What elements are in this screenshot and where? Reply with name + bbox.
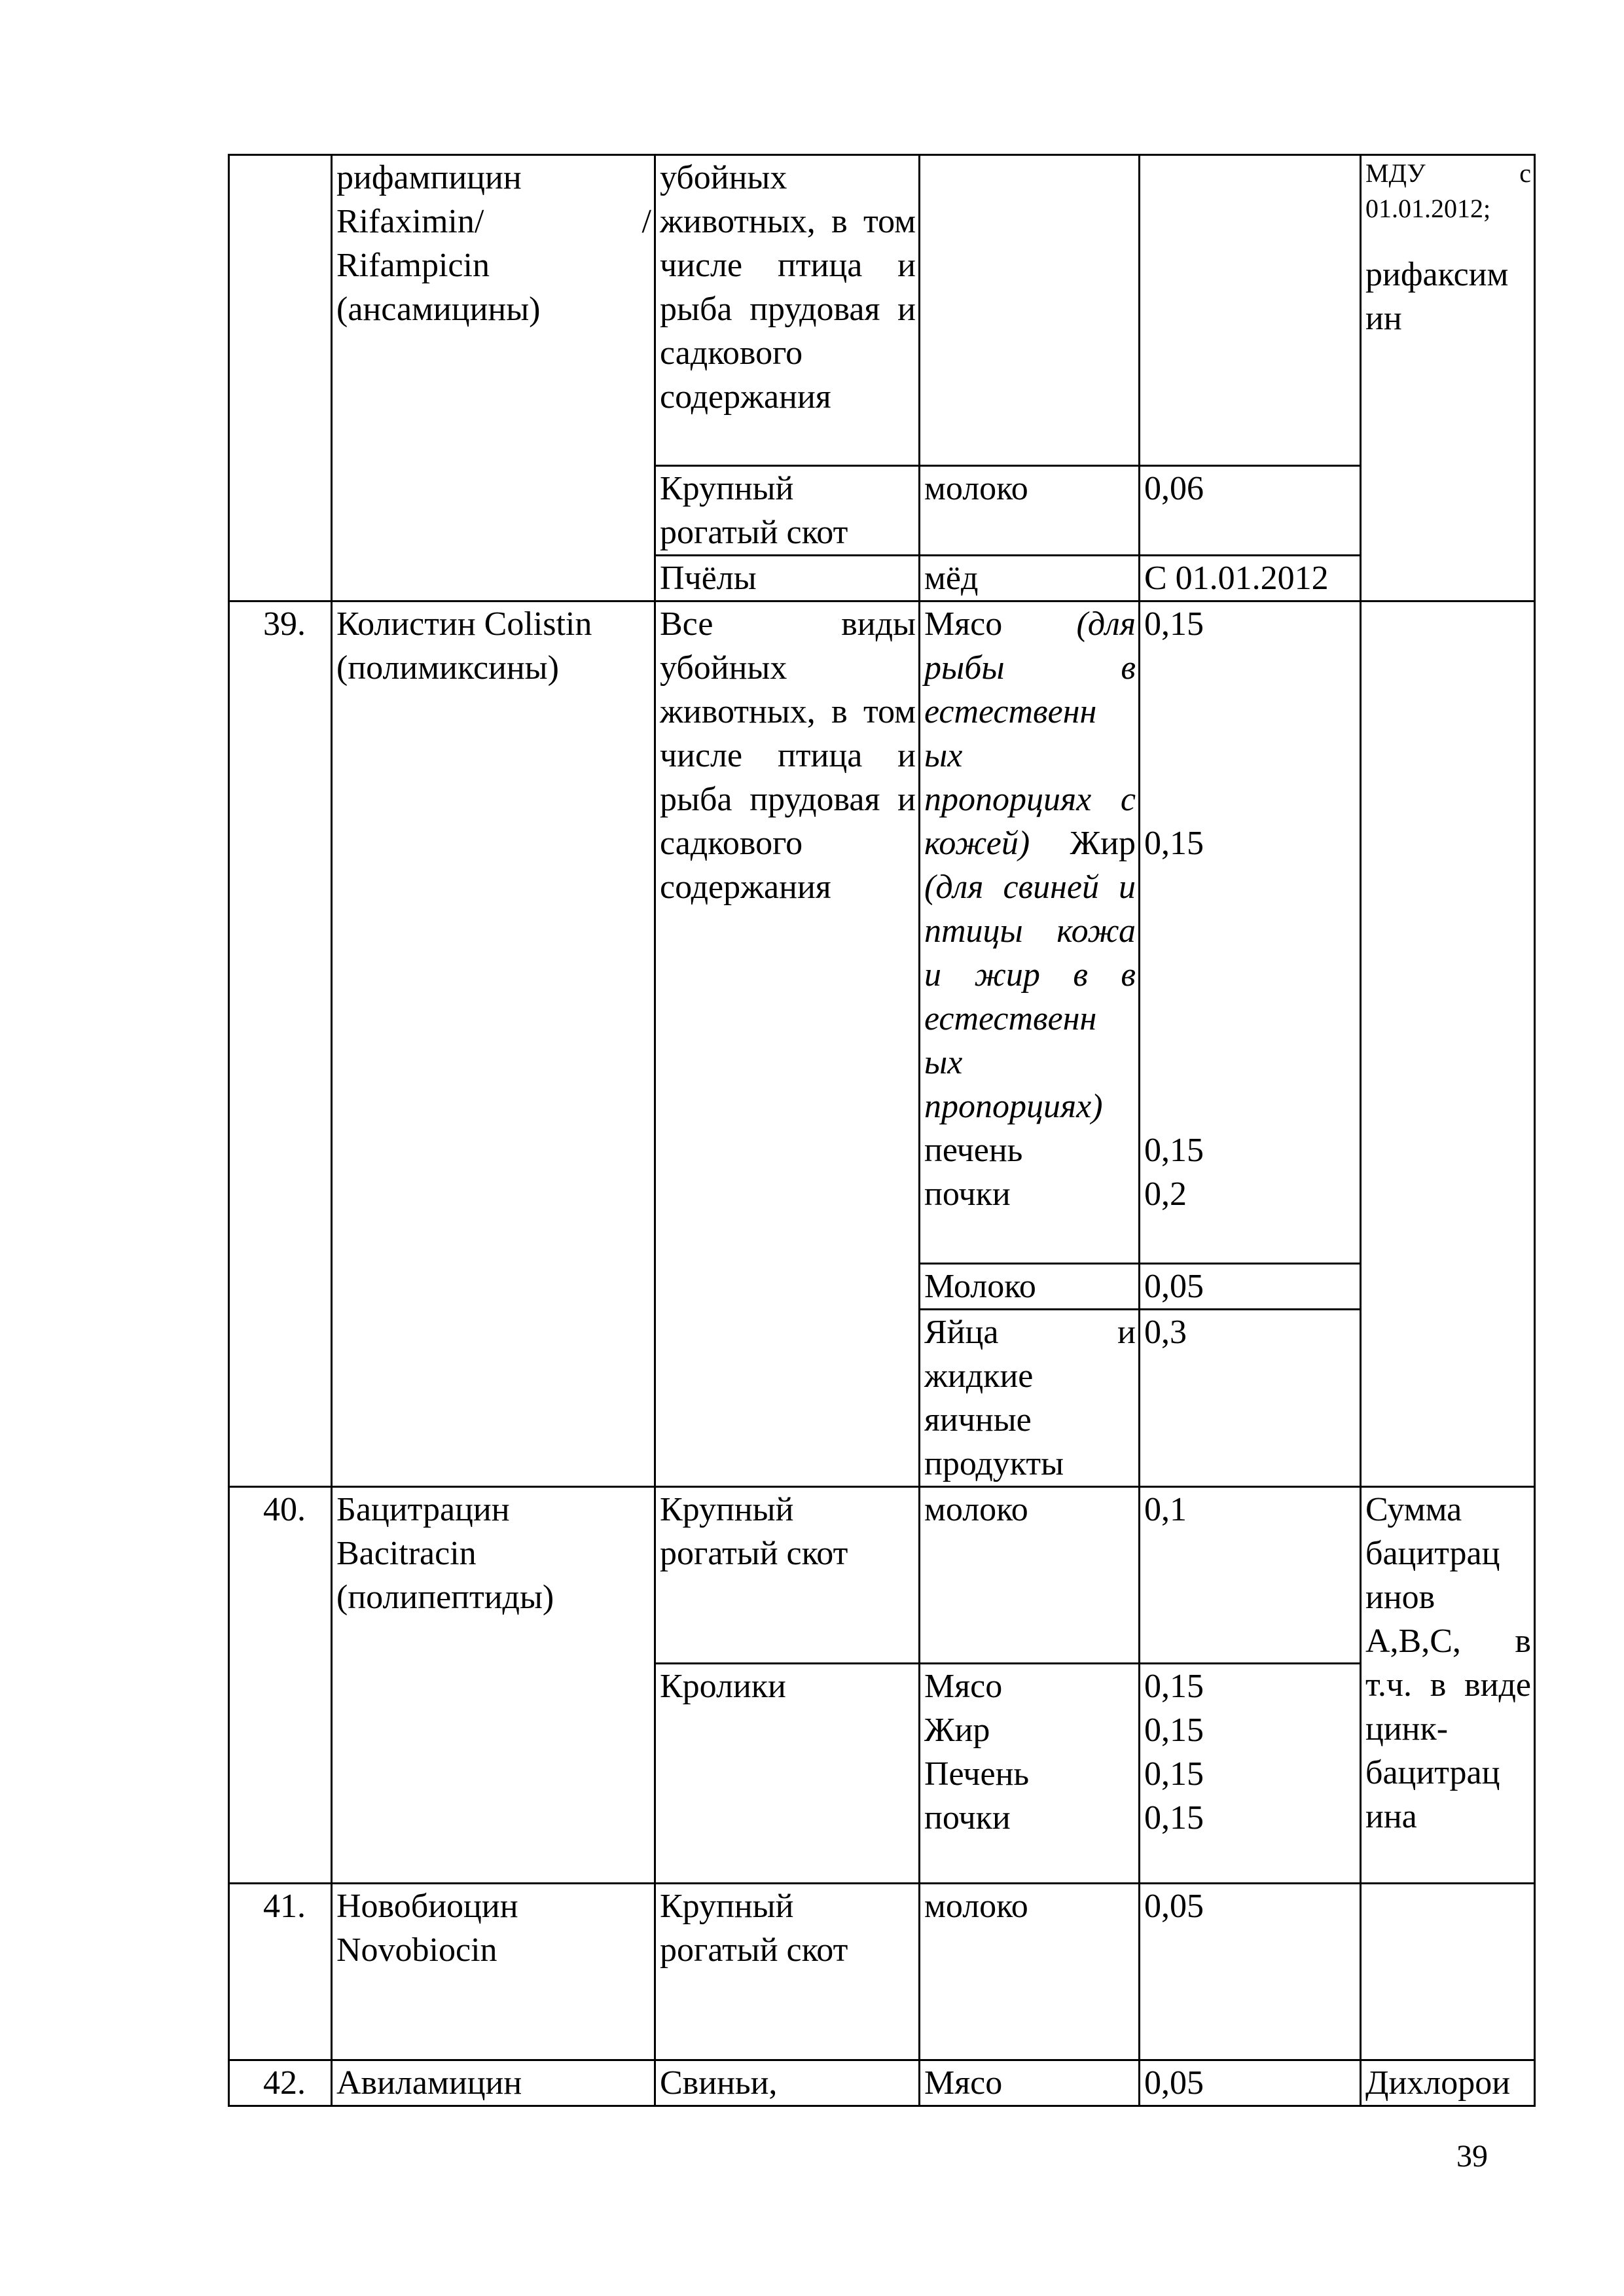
row-number-cell <box>229 155 332 601</box>
note-cell <box>1361 601 1535 1487</box>
animal-cell: убойных животных, в том числе птица и рыба прудовая и садкового содержания <box>655 155 920 466</box>
tissue-cell: молоко <box>920 466 1140 556</box>
mrl-value: 0,15 <box>1144 1132 1204 1169</box>
animal-cell: Все виды убойных животных, в том числе птица и рыба прудовая и садкового содержания <box>655 601 920 1487</box>
mrl-cell <box>1140 601 1361 1264</box>
tissue-cell <box>920 601 1140 1264</box>
table-row <box>229 1487 1535 1664</box>
substance-cell: Новобиоцин Novobiocin <box>332 1884 655 2060</box>
tissue-cell <box>920 1664 1140 1884</box>
note-cell: Дихлорои <box>1361 2060 1535 2106</box>
animal-cell: Кролики <box>655 1664 920 1884</box>
mrl-cell: 0,1 <box>1140 1487 1361 1664</box>
row-number-cell: 42. <box>229 2060 332 2106</box>
mrl-value: 0,15 <box>1144 1668 1204 1705</box>
tissue-note: (для свиней и птицы кожа и жир в в естественн ых пропорциях) <box>924 869 1136 1125</box>
animal-cell: Крупный рогатый скот <box>655 1487 920 1664</box>
mrl-cell: 0,06 <box>1140 466 1361 556</box>
tissue-cell: мёд <box>920 556 1140 601</box>
mrl-cell: 0,05 <box>1140 1884 1361 2060</box>
mrl-table <box>228 154 1536 2107</box>
tissue-note: (для рыбы в естественн ых пропорциях с кожей) <box>924 605 1136 862</box>
tissue-cell: Молоко <box>920 1264 1140 1310</box>
substance-cell: рифампицин Rifaximin/ / Rifampicin (ансамицины) <box>332 155 655 601</box>
mrl-value: 0,15 <box>1144 825 1204 862</box>
row-number-cell: 40. <box>229 1487 332 1884</box>
tissue-text: печень <box>924 1132 1023 1169</box>
tissue-cell: молоко <box>920 1884 1140 2060</box>
tissue-text: Жир <box>924 1712 990 1749</box>
mrl-cell: С 01.01.2012 <box>1140 556 1361 601</box>
tissue-text: Печень <box>924 1755 1030 1793</box>
mrl-cell <box>1140 155 1361 466</box>
note-text: МДУ с 01.01.2012; <box>1365 158 1531 223</box>
page-number: 39 <box>1456 2139 1488 2174</box>
mrl-value: 0,2 <box>1144 1175 1187 1213</box>
row-number-cell: 41. <box>229 1884 332 2060</box>
substance-cell: Бацитрацин Bacitracin (полипептиды) <box>332 1487 655 1884</box>
tissue-cell: молоко <box>920 1487 1140 1664</box>
tissue-text: Мясо <box>924 605 1003 643</box>
mrl-value: 0,15 <box>1144 605 1204 643</box>
tissue-text: Мясо <box>924 1668 1003 1705</box>
animal-cell: Пчёлы <box>655 556 920 601</box>
tissue-text: Жир <box>1070 825 1136 862</box>
tissue-cell: Яйца и жидкие яичные продукты <box>920 1310 1140 1487</box>
table-row <box>229 155 1535 466</box>
mrl-value: 0,15 <box>1144 1799 1204 1837</box>
tissue-cell <box>920 155 1140 466</box>
table-row <box>229 2060 1535 2106</box>
animal-cell: Крупный рогатый скот <box>655 1884 920 2060</box>
mrl-value: 0,15 <box>1144 1712 1204 1749</box>
table-row <box>229 1884 1535 2060</box>
animal-cell: Крупный рогатый скот <box>655 466 920 556</box>
substance-cell: Колистин Colistin (полимиксины) <box>332 601 655 1487</box>
note-cell <box>1361 1884 1535 2060</box>
note-cell: Сумма бацитрац инов А,В,С, в т.ч. в виде цинк- бацитрац ина <box>1361 1487 1535 1884</box>
animal-cell: Свиньи, <box>655 2060 920 2106</box>
mrl-cell: 0,05 <box>1140 2060 1361 2106</box>
mrl-cell: 0,05 <box>1140 1264 1361 1310</box>
mrl-cell: 0,3 <box>1140 1310 1361 1487</box>
row-number-cell: 39. <box>229 601 332 1487</box>
tissue-text: почки <box>924 1799 1011 1837</box>
note-cell <box>1361 155 1535 601</box>
note-text: рифаксим ин <box>1365 256 1509 337</box>
mrl-value: 0,15 <box>1144 1755 1204 1793</box>
tissue-cell: Мясо <box>920 2060 1140 2106</box>
table-row <box>229 601 1535 1264</box>
substance-cell: Авиламицин <box>332 2060 655 2106</box>
tissue-text: почки <box>924 1175 1011 1213</box>
mrl-cell <box>1140 1664 1361 1884</box>
